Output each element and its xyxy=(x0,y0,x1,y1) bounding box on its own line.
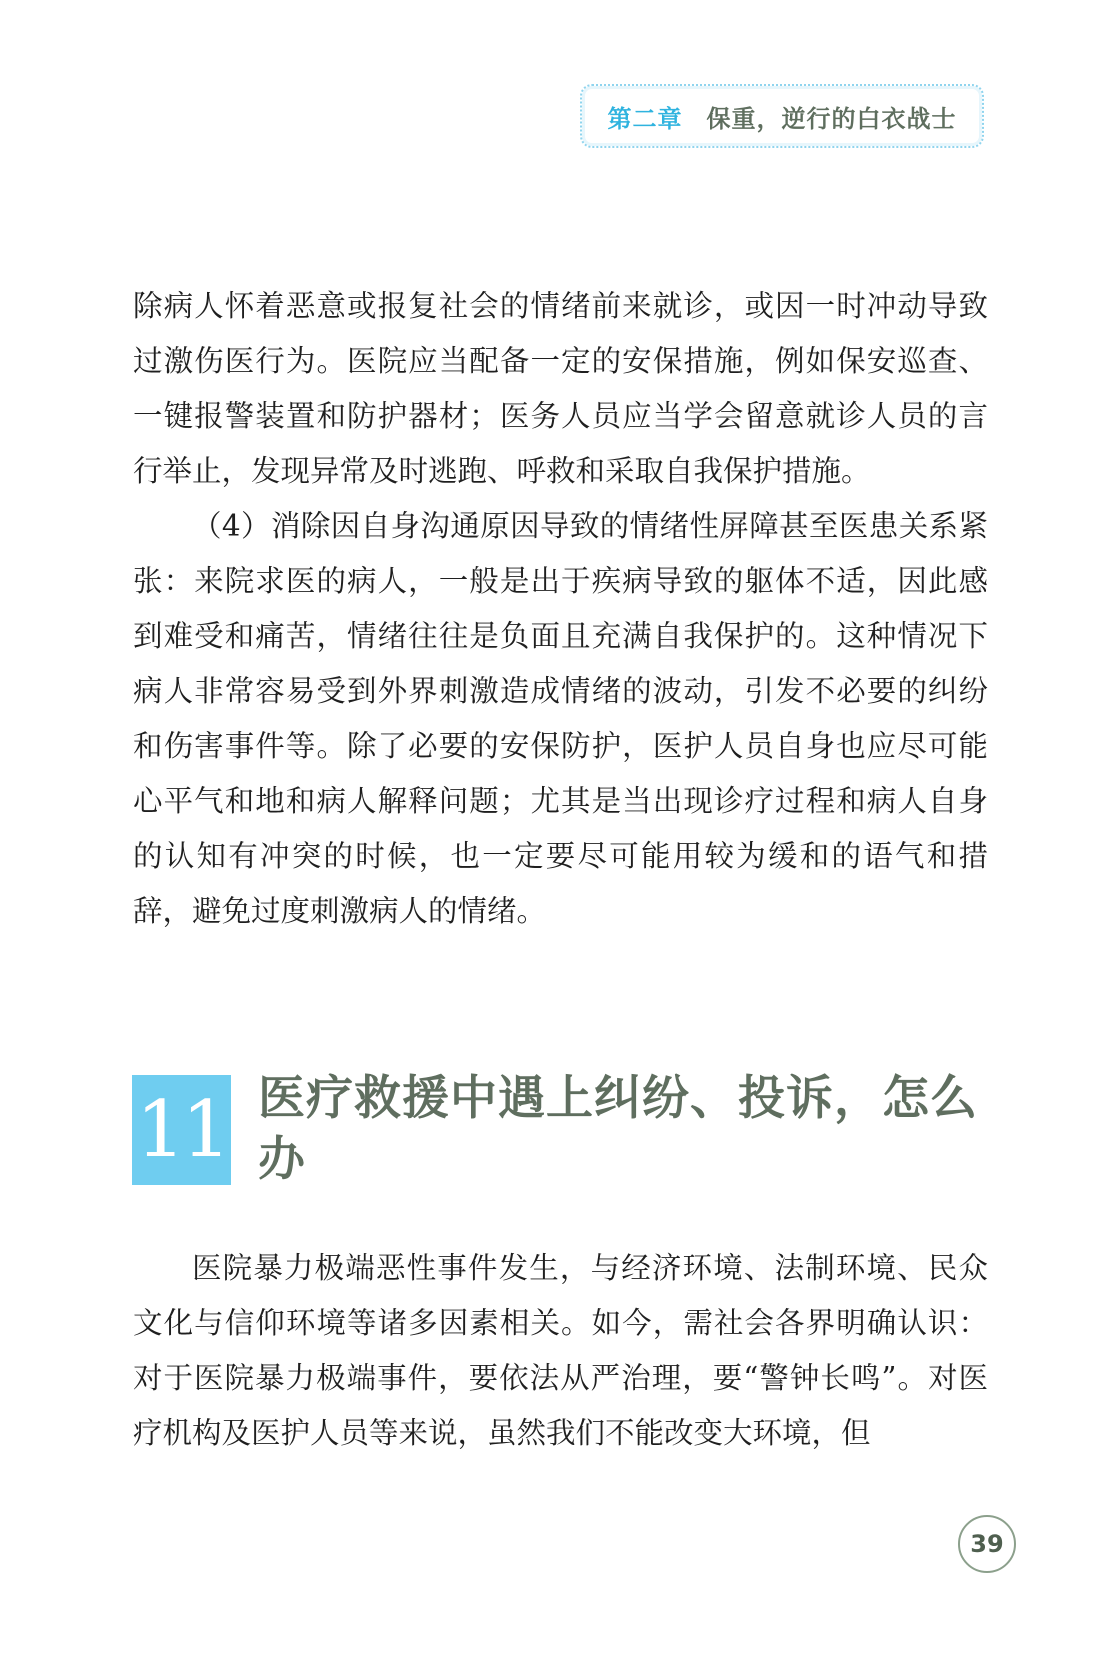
body-text-top xyxy=(133,279,988,939)
chapter-title: 保重，逆行的白衣战士 xyxy=(706,103,957,133)
chapter-header xyxy=(580,84,984,148)
section-heading: 医疗救援中遇上纠纷、投诉，怎么办 xyxy=(258,1071,978,1187)
paragraph-continuation: 除病人怀着恶意或报复社会的情绪前来就诊，或因一时冲动导致过激伤医行为。医院应当配备一定的安保措施，例如保安巡查、一键报警装置和防护器材；医务人员应当学会留意就诊人员的言行举止，发现异常及时逃跑、呼救和采取自我保护措施。 xyxy=(133,289,988,488)
page-number: 39 xyxy=(958,1515,1016,1573)
body-text-bottom xyxy=(133,1241,988,1461)
section-number-badge: 11 xyxy=(132,1075,231,1185)
paragraph-point-4: （4）消除因自身沟通原因导致的情绪性屏障甚至医患关系紧张：来院求医的病人，一般是出于疾病导致的躯体不适，因此感到难受和痛苦，情绪往往是负面且充满自我保护的。这种情况下病人非常容易受到外界刺激造成情绪的波动，引发不必要的纠纷和伤害事件等。除了必要的安保防护，医护人员自身也应尽可能心平气和地和病人解释问题；尤其是当出现诊疗过程和病人自身的认知有冲突的时候，也一定要尽可能用较为缓和的语气和措辞，避免过度刺激病人的情绪。 xyxy=(133,509,988,928)
paragraph-intro: 医院暴力极端恶性事件发生，与经济环境、法制环境、民众文化与信仰环境等诸多因素相关。如今，需社会各界明确认识：对于医院暴力极端事件，要依法从严治理，要“警钟长鸣”。对医疗机构及医护人员等来说，虽然我们不能改变大环境，但 xyxy=(133,1251,988,1450)
chapter-label: 第二章 xyxy=(607,104,683,133)
